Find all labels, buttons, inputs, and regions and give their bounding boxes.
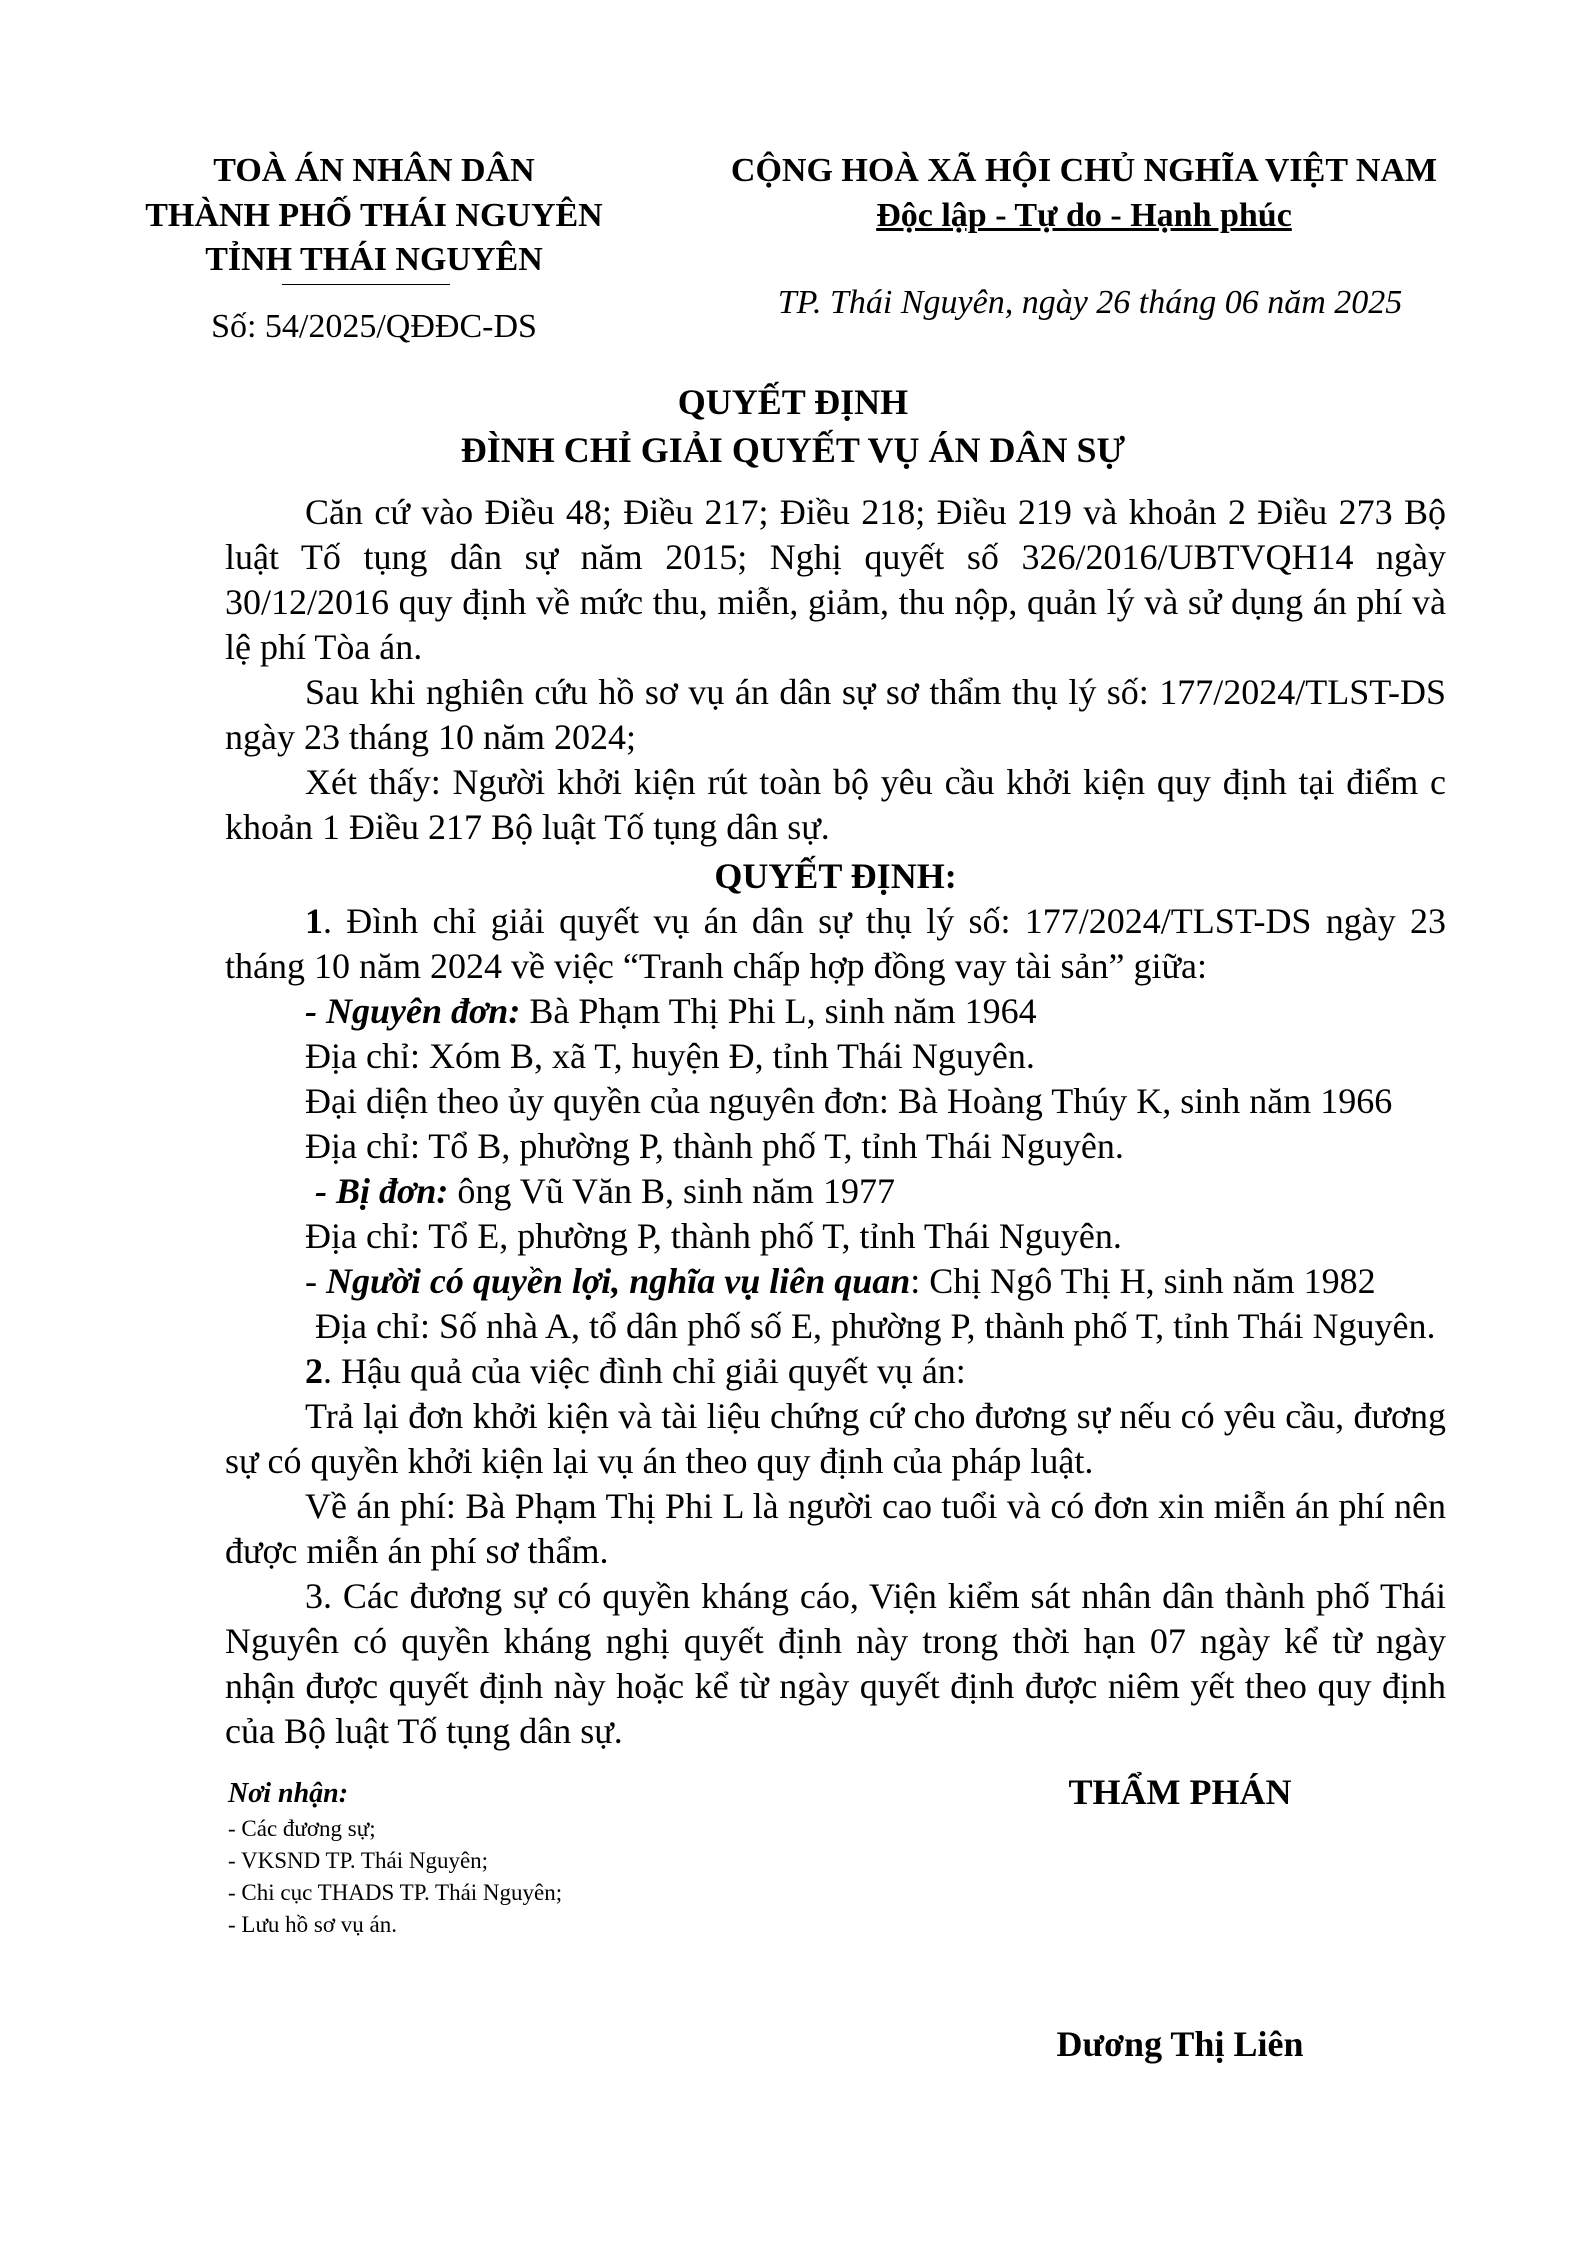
court-underline <box>282 284 450 285</box>
recipient-item: - Lưu hồ sơ vụ án. <box>228 1912 397 1937</box>
plaintiff-label: - Nguyên đơn: <box>305 991 521 1031</box>
defendant-address: Địa chỉ: Tổ E, phường P, thành phố T, tỉnh Thái Nguyên. <box>305 1216 1122 1256</box>
recipient-item: - Chi cục THADS TP. Thái Nguyên; <box>228 1880 563 1905</box>
defendant-label: - Bị đơn: <box>315 1171 449 1211</box>
nation-name: CỘNG HOÀ XÃ HỘI CHỦ NGHĨA VIỆT NAM <box>730 152 1438 189</box>
court-name-line1: TOÀ ÁN NHÂN DÂN <box>213 152 535 189</box>
related-prefix: - <box>305 1261 326 1301</box>
motto-text: Độc lập - Tự do - Hạnh phúc <box>876 197 1292 234</box>
related-label: Người có quyền lợi, nghĩa vụ liên quan <box>326 1261 911 1301</box>
plaintiff-value: Bà Phạm Thị Phi L, sinh năm 1964 <box>520 991 1037 1031</box>
item-2-court-fee: Về án phí: Bà Phạm Thị Phi L là người cao tuổi và có đơn xin miễn án phí nên được miễn án phí sơ thẩm. <box>225 1486 1446 1571</box>
decision-subtitle: ĐÌNH CHỈ GIẢI QUYẾT VỤ ÁN DÂN SỰ <box>460 430 1126 470</box>
place-and-date: TP. Thái Nguyên, ngày 26 tháng 06 năm 2025 <box>777 284 1403 321</box>
document-number: Số: 54/2025/QĐĐC-DS <box>211 308 537 345</box>
recipient-item: - Các đương sự; <box>228 1816 376 1841</box>
decision-item-1 <box>225 899 1446 989</box>
case-study: Sau khi nghiên cứu hồ sơ vụ án dân sự sơ thẩm thụ lý số: 177/2024/TLST-DS ngày 23 tháng 10 năm 2024; <box>225 672 1446 757</box>
consideration: Xét thấy: Người khởi kiện rút toàn bộ yêu cầu khởi kiện quy định tại điểm c khoản 1 Điều 217 Bộ luật Tố tụng dân sự. <box>225 762 1446 847</box>
item-2-number: 2 <box>305 1351 323 1391</box>
representative-address: Địa chỉ: Tổ B, phường P, thành phố T, tỉnh Thái Nguyên. <box>305 1126 1124 1166</box>
representative: Đại diện theo ủy quyền của nguyên đơn: Bà Hoàng Thúy K, sinh năm 1966 <box>305 1081 1393 1121</box>
recipient-item: - VKSND TP. Thái Nguyên; <box>228 1848 489 1873</box>
court-name-line3: TỈNH THÁI NGUYÊN <box>205 241 543 278</box>
court-name-line2: THÀNH PHỐ THÁI NGUYÊN <box>145 197 603 234</box>
defendant <box>225 1169 1446 1214</box>
decision-title: QUYẾT ĐỊNH <box>677 382 909 422</box>
decision-heading: QUYẾT ĐỊNH: <box>714 856 957 896</box>
related-value: : Chị Ngô Thị H, sinh năm 1982 <box>910 1261 1376 1301</box>
decision-item-2 <box>225 1349 1446 1394</box>
defendant-value: ông Vũ Văn B, sinh năm 1977 <box>448 1171 896 1211</box>
item-2-text: . Hậu quả của việc đình chỉ giải quyết vụ án: <box>323 1351 966 1391</box>
national-motto <box>684 193 1484 238</box>
item-1-text: . Đình chỉ giải quyết vụ án dân sự thụ lý số: 177/2024/TLST-DS ngày 23 tháng 10 năm 2024 về việc “Tranh chấp hợp đồng vay tài sản” giữa: <box>225 901 1446 986</box>
plaintiff <box>225 989 1446 1034</box>
related-party <box>225 1259 1446 1304</box>
item-2-return-documents: Trả lại đơn khởi kiện và tài liệu chứng cứ cho đương sự nếu có yêu cầu, đương sự có quyền khởi kiện lại vụ án theo quy định của pháp luật. <box>225 1396 1446 1481</box>
decision-item-3: 3. Các đương sự có quyền kháng cáo, Viện kiểm sát nhân dân thành phố Thái Nguyên có quyền kháng nghị quyết định này trong thời hạn 07 ngày kể từ ngày nhận được quyết định này hoặc kể từ ngày quyết định được niêm yết theo quy định của Bộ luật Tố tụng dân sự. <box>225 1576 1446 1751</box>
plaintiff-address: Địa chỉ: Xóm B, xã T, huyện Đ, tỉnh Thái Nguyên. <box>305 1036 1035 1076</box>
signer-name: Dương Thị Liên <box>1056 2024 1304 2064</box>
legal-basis: Căn cứ vào Điều 48; Điều 217; Điều 218; Điều 219 và khoản 2 Điều 273 Bộ luật Tố tụng dân sự năm 2015; Nghị quyết số 326/2016/UBTVQH14 ngày 30/12/2016 quy định về mức thu, miễn, giảm, thu nộp, quản lý và sử dụng án phí và lệ phí Tòa án. <box>225 492 1446 667</box>
item-1-number: 1 <box>305 901 323 941</box>
recipients-block <box>228 1775 562 1941</box>
recipients-title: Nơi nhận: <box>228 1778 349 1809</box>
document-body <box>225 490 1446 1754</box>
signer-role: THẨM PHÁN <box>1068 1772 1292 1812</box>
related-address: Địa chỉ: Số nhà A, tổ dân phố số E, phường P, thành phố T, tỉnh Thái Nguyên. <box>315 1306 1436 1346</box>
